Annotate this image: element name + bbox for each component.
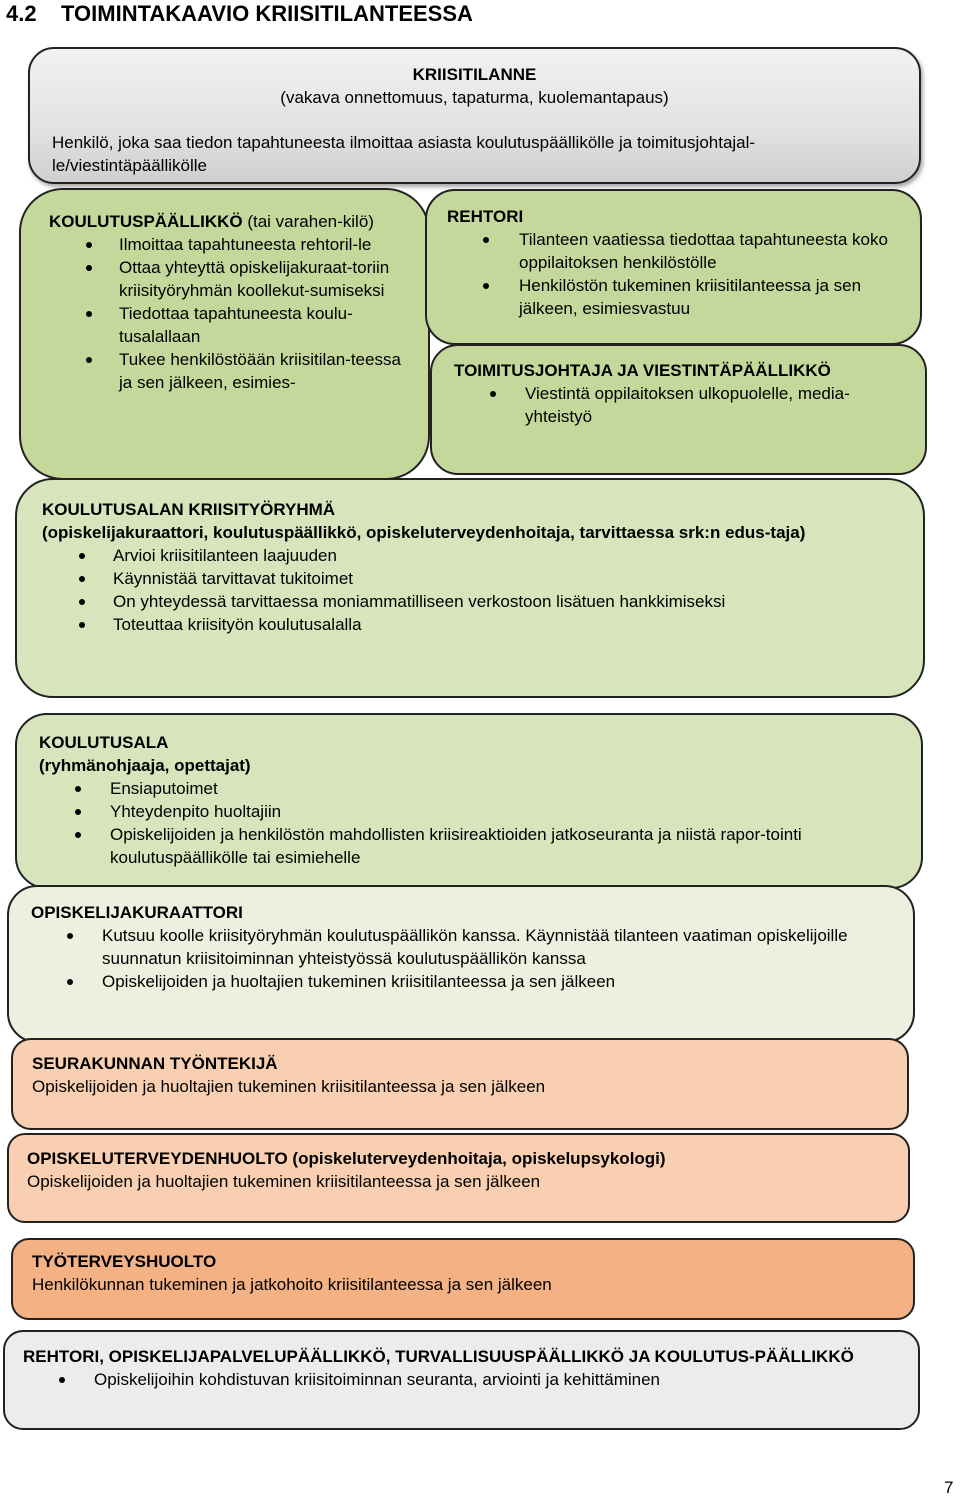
kriisityoryhma-box	[15, 478, 925, 698]
toimitusjohtaja-box	[430, 344, 927, 475]
list-item: Arvioi kriisitilanteen laajuuden	[42, 544, 902, 567]
list-item: Opiskelijoiden ja huoltajien tukeminen kriisitilanteessa ja sen jälkeen	[31, 970, 891, 993]
list-item: Toteuttaa kriisityön koulutusalalla	[42, 613, 902, 636]
koulutuspaallikko-box	[19, 188, 430, 480]
koulutuspaallikko-heading	[49, 210, 401, 233]
kuraattori-title: OPISKELIJAKURAATTORI	[31, 903, 243, 922]
list-item: Henkilöstön tukeminen kriisitilanteessa ja sen jälkeen, esimiesvastuu	[447, 274, 907, 320]
opiskeluterveydenhuolto-box	[7, 1133, 910, 1223]
johto-box	[3, 1330, 920, 1430]
list-item: Käynnistää tarvittavat tukitoimet	[42, 567, 902, 590]
kuraattori-box	[7, 885, 915, 1043]
koulutuspaallikko-list	[49, 233, 401, 394]
opiskeluterveydenhuolto-title: OPISKELUTERVEYDENHUOLTO (opiskeluterveydenhoitaja, opiskelupsykologi)	[27, 1149, 666, 1168]
crisis-body: Henkilö, joka saa tiedon tapahtuneesta ilmoittaa asiasta koulutuspäällikölle ja toimitusjohtajal-le/viestintäpäällikölle	[52, 133, 756, 175]
section-number: 4.2	[6, 1, 37, 26]
list-item: Kutsuu koolle kriisityöryhmän koulutuspäällikön kanssa. Käynnistää tilanteen vaatiman opiskelijoille suunnatun kriisitoiminnan yhteistyössä koulutuspäällikön kanssa	[31, 924, 891, 970]
list-item: Tilanteen vaatiessa tiedottaa tapahtuneesta koko oppilaitoksen henkilöstölle	[447, 228, 907, 274]
section-title: TOIMINTAKAAVIO KRIISITILANTEESSA	[61, 1, 473, 26]
list-item: Opiskelijoiden ja henkilöstön mahdollisten kriisireaktioiden jatkoseuranta ja niistä rapor-tointi koulutuspäällikölle tai esimiehelle	[39, 823, 899, 869]
list-item: Opiskelijoihin kohdistuvan kriisitoiminnan seuranta, arviointi ja kehittäminen	[23, 1368, 893, 1391]
opiskeluterveydenhuolto-body: Opiskelijoiden ja huoltajien tukeminen kriisitilanteessa ja sen jälkeen	[27, 1172, 541, 1191]
kriisityoryhma-list	[42, 544, 902, 636]
koulutusala-list	[39, 777, 899, 869]
tyoterveyshuolto-body: Henkilökunnan tukeminen ja jatkohoito kriisitilanteessa ja sen jälkeen	[32, 1275, 552, 1294]
crisis-title: KRIISITILANNE	[412, 65, 537, 84]
rehtori-title: REHTORI	[447, 207, 524, 226]
rehtori-box	[425, 189, 922, 345]
kriisityoryhma-subtitle: (opiskelijakuraattori, koulutuspäällikkö, opiskeluterveydenhoitaja, tarvittaessa srk:n edus-taja)	[42, 523, 806, 542]
johto-list	[23, 1368, 893, 1391]
crisis-subtitle: (vakava onnettomuus, tapaturma, kuolemantapaus)	[280, 88, 669, 107]
koulutusala-title: KOULUTUSALA	[39, 733, 169, 752]
johto-title: REHTORI, OPISKELIJAPALVELUPÄÄLLIKKÖ, TURVALLISUUSPÄÄLLIKKÖ JA KOULUTUS-PÄÄLLIKKÖ	[23, 1347, 854, 1366]
list-item: Ilmoittaa tapahtuneesta rehtoril-le	[49, 233, 401, 256]
list-item: Ottaa yhteyttä opiskelijakuraat-toriin kriisityöryhmän koollekut-sumiseksi	[49, 256, 401, 302]
seurakunta-body: Opiskelijoiden ja huoltajien tukeminen kriisitilanteessa ja sen jälkeen	[32, 1077, 546, 1096]
seurakunta-title: SEURAKUNNAN TYÖNTEKIJÄ	[32, 1054, 278, 1073]
rehtori-list	[447, 228, 907, 320]
kriisityoryhma-title: KOULUTUSALAN KRIISITYÖRYHMÄ	[42, 500, 336, 519]
list-item: Yhteydenpito huoltajiin	[39, 800, 899, 823]
toimitusjohtaja-title: TOIMITUSJOHTAJA JA VIESTINTÄPÄÄLLIKKÖ	[454, 361, 831, 380]
section-heading	[6, 0, 473, 28]
list-item: Tiedottaa tapahtuneesta koulu-tusalallaan	[49, 302, 401, 348]
page-number: 7	[944, 1478, 954, 1497]
list-item: Ensiaputoimet	[39, 777, 899, 800]
crisis-box	[28, 47, 921, 184]
tyoterveyshuolto-title: TYÖTERVEYSHUOLTO	[32, 1252, 217, 1271]
toimitusjohtaja-list	[454, 382, 914, 428]
list-item: On yhteydessä tarvittaessa moniammatilliseen verkostoon lisätuen hankkimiseksi	[42, 590, 902, 613]
koulutuspaallikko-title-suffix: (tai varahen-kilö)	[242, 212, 374, 231]
list-item: Viestintä oppilaitoksen ulkopuolelle, media-yhteistyö	[454, 382, 914, 428]
list-item: Tukee henkilöstöään kriisitilan-teessa ja sen jälkeen, esimies-	[49, 348, 401, 394]
koulutusala-subtitle: (ryhmänohjaaja, opettajat)	[39, 756, 251, 775]
kuraattori-list	[31, 924, 891, 993]
tyoterveyshuolto-box	[11, 1238, 915, 1320]
koulutuspaallikko-title: KOULUTUSPÄÄLLIKKÖ	[49, 212, 243, 231]
seurakunta-box	[11, 1038, 909, 1130]
koulutusala-box	[15, 713, 923, 889]
